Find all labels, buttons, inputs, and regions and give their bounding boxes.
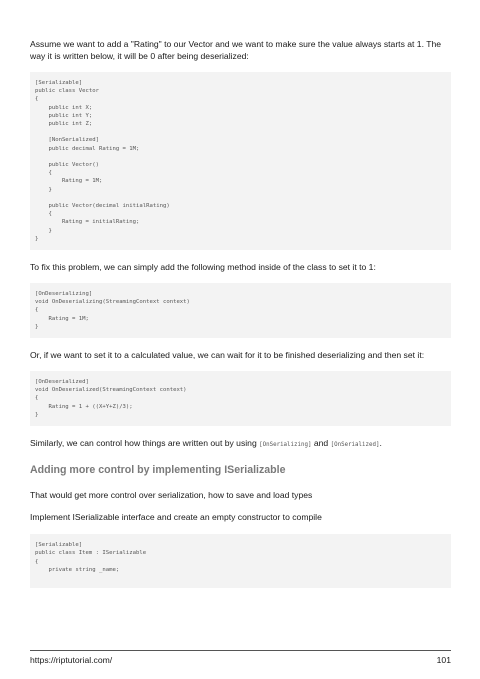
code-block-item-class: [Serializable] public class Item : ISerializable { private string _name; bbox=[30, 534, 451, 588]
inline-code-on-serialized: [OnSerialized] bbox=[330, 442, 380, 449]
similarly-text: Similarly, we can control how things are written out by using bbox=[30, 438, 260, 449]
footer-url-link[interactable]: https://riptutorial.com/ bbox=[30, 655, 113, 665]
similarly-end-text: . bbox=[379, 438, 382, 449]
document-page bbox=[30, 38, 451, 588]
page-footer bbox=[30, 650, 451, 665]
calculated-paragraph: Or, if we want to set it to a calculated value, we can wait for it to be finished deserializing and then set it: bbox=[30, 350, 425, 361]
intro-paragraph: Assume we want to add a "Rating" to our Vector and we want to make sure the value always starts at 1. The way it is written below, it will be 0 after being deserialized: bbox=[30, 39, 442, 61]
more-control-paragraph: That would get more control over serialization, how to save and load types bbox=[30, 490, 313, 501]
implement-paragraph: Implement ISerializable interface and create an empty constructor to compile bbox=[30, 512, 322, 523]
section-heading: Adding more control by implementing ISerializable bbox=[30, 464, 286, 477]
similarly-paragraph bbox=[30, 437, 451, 451]
code-block-vector-class: [Serializable] public class Vector { public int X; public int Y; public int Z; [NonSerialized] public decimal Rating = 1M; public Vector() { Rating = 1M; } public Vector(decimal initialRating) { Rating = initialRating; } } bbox=[30, 72, 451, 250]
page-number: 101 bbox=[436, 655, 451, 665]
fix-paragraph: To fix this problem, we can simply add the following method inside of the class to set it to 1: bbox=[30, 262, 376, 273]
code-block-on-deserializing: [OnDeserializing] void OnDeserializing(StreamingContext context) { Rating = 1M; } bbox=[30, 283, 451, 338]
similarly-and-text: and bbox=[311, 438, 331, 449]
inline-code-on-serializing: [OnSerializing] bbox=[259, 442, 312, 449]
code-block-on-deserialized: [OnDeserialized] void OnDeserialized(StreamingContext context) { Rating = 1 + ((X+Y+Z)/3); } bbox=[30, 371, 451, 426]
